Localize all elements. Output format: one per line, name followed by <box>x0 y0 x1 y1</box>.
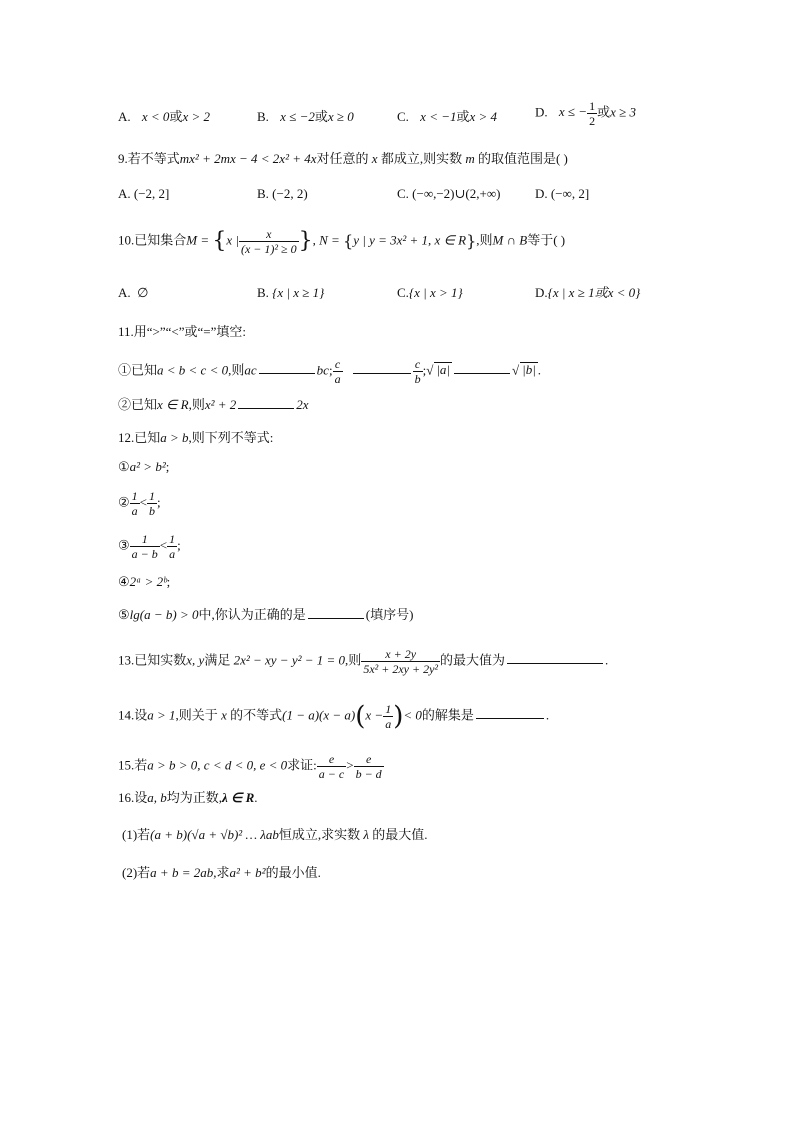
q11-p2-then: ,则 <box>188 397 205 412</box>
q16-vars: a, b <box>147 790 167 805</box>
option-math: x < 0 <box>141 109 170 124</box>
option-or: 或 <box>597 104 611 120</box>
answer-blank[interactable] <box>259 372 315 374</box>
q9-mid: 对任意的 <box>316 151 369 166</box>
q14-mid: ,则关于 <box>175 707 218 723</box>
q16-stem <box>118 791 258 804</box>
q16-p1-expr: (a + b)(√a + √b)² … λab <box>150 827 279 842</box>
sqrt-icon: √ <box>426 362 434 378</box>
q9-post: 的取值范围是( ) <box>477 151 568 166</box>
q14-cond: a > 1 <box>147 707 176 723</box>
q13-then: ,则 <box>345 652 362 668</box>
fraction <box>167 533 177 560</box>
frac-den: b <box>149 504 155 518</box>
option-label: A. <box>118 285 131 300</box>
q11-p2-rhs: 2x <box>296 397 309 412</box>
item-marker: ③ <box>118 537 130 553</box>
q8-option-b[interactable] <box>257 110 354 123</box>
option-math: x > 4 <box>469 109 498 124</box>
fraction <box>317 753 346 780</box>
q12-item-2 <box>118 490 161 517</box>
option-text: {x | x ≥ 1或x < 0} <box>547 285 641 300</box>
option-or: 或 <box>169 109 183 124</box>
item-op: < <box>159 537 168 553</box>
q10-M: M = <box>186 232 213 248</box>
q16-lam: λ ∈ R <box>222 790 255 805</box>
q12-cond: a > b <box>160 430 189 445</box>
answer-blank[interactable] <box>454 372 510 374</box>
option-math: x > 2 <box>182 109 210 124</box>
q12-item-4 <box>118 575 170 588</box>
item-end: ; <box>166 574 171 589</box>
frac-num: 1 <box>131 489 138 503</box>
item-end: (填序号) <box>365 607 414 622</box>
option-fraction <box>587 100 597 127</box>
q16-part1 <box>122 828 428 841</box>
q14-tail: < 0 <box>403 707 422 723</box>
q8-option-a[interactable] <box>118 110 210 123</box>
option-label: C. <box>397 285 409 300</box>
q12-title <box>118 431 273 444</box>
option-or: 或 <box>314 109 328 124</box>
q14-inner: x − <box>365 707 384 723</box>
q11-p1-semi: ; <box>328 362 333 378</box>
q15-cond: a > b > 0, c < d < 0, e < 0 <box>147 757 288 773</box>
q16-p1-var: λ <box>363 827 370 842</box>
frac-den: 2 <box>589 114 596 128</box>
q10-option-d[interactable] <box>535 286 640 299</box>
q9-expr: mx² + 2mx − 4 < 2x² + 4x <box>179 151 317 166</box>
frac-num: 1 <box>169 532 176 546</box>
q10-post: 等于( ) <box>527 232 566 248</box>
q13-eq: 2x² − xy − y² − 1 = 0 <box>233 652 346 668</box>
q10-option-a[interactable] <box>118 286 148 299</box>
q14-fraction <box>383 703 393 730</box>
question-number: 9. <box>118 151 128 166</box>
q10-option-c[interactable] <box>397 286 463 299</box>
q16-p2-post: 的最小值. <box>265 865 321 880</box>
fraction <box>147 490 157 517</box>
q15-pre: 15.若 <box>118 757 148 773</box>
q16-p2-pre: (2)若 <box>122 865 151 880</box>
frac-num: e <box>354 753 384 767</box>
frac-num: x <box>239 228 299 242</box>
item-marker: ① <box>118 459 130 474</box>
frac-den: a <box>385 717 392 731</box>
option-label: D. <box>535 186 548 201</box>
frac-den: a <box>131 504 138 518</box>
q10-MB: M ∩ B <box>492 232 528 248</box>
q11-p2-lhs: x² + 2 <box>204 397 237 412</box>
q9-option-b[interactable] <box>257 187 308 200</box>
q16-p1-mid: 恒成立,求实数 <box>278 827 361 842</box>
option-label: B. <box>257 285 269 300</box>
fraction-c-over-b <box>413 358 423 385</box>
sqrt-icon: √ <box>511 362 520 378</box>
frac-num: c <box>333 358 343 372</box>
q11-part1 <box>118 358 541 385</box>
answer-blank[interactable] <box>238 407 294 409</box>
option-text: (−∞, 2] <box>550 186 590 201</box>
q11-title: 11.用“>”“<”或“=”填空: <box>118 324 246 339</box>
q11-sqrt-a: |a| <box>436 362 450 378</box>
q11-p2-cond: x ∈ R <box>157 397 189 412</box>
q9-option-d[interactable] <box>535 187 589 200</box>
q16-p2-cond: a + b = 2ab <box>150 865 214 880</box>
option-text: (−2, 2] <box>133 186 170 201</box>
option-text: {x | x ≥ 1} <box>272 285 325 300</box>
frac-num: c <box>413 358 423 372</box>
frac-den: a <box>169 547 176 561</box>
option-label: B. <box>257 186 269 201</box>
item-marker: ④ <box>118 574 130 589</box>
q15-stem <box>118 753 384 780</box>
frac-num: 1 <box>385 702 392 716</box>
q10-pre: 已知集合 <box>134 232 187 248</box>
q10-mid: ,则 <box>476 232 493 248</box>
q10-option-b[interactable] <box>257 286 324 299</box>
q14-expr: (1 − a)(x − a) <box>282 707 356 723</box>
q16-mid: 均为正数, <box>166 790 223 805</box>
q16-end: . <box>254 790 258 805</box>
q9-var2: m <box>465 151 475 166</box>
frac-num: 1 <box>149 489 155 503</box>
q10-setx: x | <box>226 232 239 248</box>
q13-mid: 满足 <box>204 652 231 668</box>
q12-item-1 <box>118 460 169 473</box>
answer-blank[interactable] <box>507 662 603 664</box>
q16-pre: 16.设 <box>118 790 148 805</box>
q10-setN: y | y = 3x² + 1, x ∈ R <box>353 232 467 248</box>
item-math: a² > b² <box>129 459 166 474</box>
right-brace: } <box>298 228 313 254</box>
option-or: 或 <box>456 109 470 124</box>
q16-p2-mid: ,求 <box>213 865 230 880</box>
item-math: lg(a − b) > 0 <box>129 607 199 622</box>
frac-num: x + 2y <box>361 648 440 662</box>
item-marker: ⑤ <box>118 607 130 622</box>
fraction <box>130 533 160 560</box>
frac-den: a − b <box>131 547 158 561</box>
frac-num: e <box>317 753 346 767</box>
frac-den: b − d <box>355 767 382 781</box>
q11-part2 <box>118 398 309 411</box>
item-marker: ② <box>118 494 130 510</box>
item-end: ; <box>177 537 181 553</box>
q11-p1-end: . <box>537 362 542 378</box>
option-text: (−2, 2) <box>272 186 308 201</box>
q10-stem <box>118 228 565 255</box>
option-math: x < −1 <box>420 109 457 124</box>
q8-option-c[interactable] <box>397 110 497 123</box>
q9-pre: 若不等式 <box>127 151 180 166</box>
option-label: A. <box>118 109 131 124</box>
q10-fraction <box>239 228 299 255</box>
item-op: < <box>139 494 147 510</box>
item-text: 中,你认为正确的是 <box>198 607 306 622</box>
option-text: {x | x > 1} <box>408 285 463 300</box>
q10-N: , N = <box>312 232 344 248</box>
q13-pre: 13.已知实数 <box>118 652 187 668</box>
frac-den: a − c <box>318 767 345 781</box>
frac-den: (x − 1)² ≥ 0 <box>240 242 297 256</box>
option-label: A. <box>118 186 131 201</box>
q13-fraction <box>361 648 440 675</box>
q15-op: > <box>346 757 354 773</box>
answer-blank[interactable] <box>353 372 411 374</box>
option-label: C. <box>397 109 409 124</box>
q13-end: . <box>605 652 609 668</box>
option-math: x ≤ − <box>558 104 588 120</box>
q9-mid2: 都成立,则实数 <box>380 151 463 166</box>
q12-title-post: ,则下列不等式: <box>188 430 274 445</box>
option-label: C. <box>397 186 409 201</box>
item-math: 2ᵃ > 2ᵇ <box>129 574 167 589</box>
frac-den: b <box>414 372 421 386</box>
q16-p1-pre: (1)若 <box>122 827 151 842</box>
right-paren: ) <box>393 701 404 732</box>
option-math: x ≥ 0 <box>327 109 354 124</box>
q11-p1-cond: a < b < c < 0 <box>157 362 229 378</box>
option-text: ∅ <box>137 285 149 300</box>
option-label: D. <box>535 285 548 300</box>
q9-var: x <box>371 151 378 166</box>
q13-stem <box>118 648 608 675</box>
item-end: ; <box>165 459 170 474</box>
left-paren: ( <box>355 701 366 732</box>
option-math: x ≥ 3 <box>610 104 636 120</box>
q11-p1-pre: ①已知 <box>118 362 158 378</box>
q14-end: . <box>545 707 550 723</box>
q14-stem <box>118 703 549 730</box>
question-number: 10. <box>118 232 135 248</box>
q11-p1-then: ,则 <box>228 362 245 378</box>
option-label: D. <box>535 104 548 120</box>
q16-part2 <box>122 866 321 879</box>
q14-mid2: 的不等式 <box>230 707 283 723</box>
q8-option-d[interactable] <box>535 100 636 127</box>
frac-num: 1 <box>589 99 596 113</box>
q13-vars: x, y <box>186 652 205 668</box>
option-math: x ≤ −2 <box>280 109 315 124</box>
fraction-c-over-a <box>333 358 343 385</box>
q16-p2-expr: a² + b² <box>229 865 266 880</box>
frac-den: a <box>334 372 341 386</box>
frac-num: 1 <box>130 533 160 547</box>
frac-den: 5x² + 2xy + 2y² <box>363 662 439 676</box>
q9-stem <box>118 152 568 165</box>
q9-option-c[interactable] <box>397 187 500 200</box>
q12-item-3 <box>118 533 181 560</box>
q11-p2-pre: ②已知 <box>118 397 158 412</box>
q14-var: x <box>221 707 227 723</box>
fraction <box>130 490 140 517</box>
right-brace: } <box>466 231 477 251</box>
q11-p1-bc: bc <box>316 362 329 378</box>
option-text: (−∞,−2)∪(2,+∞) <box>412 186 501 201</box>
q14-post: 的解集是 <box>421 707 474 723</box>
item-end: ; <box>157 494 161 510</box>
left-brace: { <box>212 228 227 254</box>
answer-blank[interactable] <box>476 717 544 719</box>
fraction <box>354 753 384 780</box>
q12-title-pre: 12.已知 <box>118 430 161 445</box>
q11-sqrt-b: |b| <box>522 362 536 378</box>
q11-p1-semi2: ; <box>422 362 427 378</box>
answer-blank[interactable] <box>308 617 364 619</box>
q9-option-a[interactable] <box>118 187 169 200</box>
q12-item-5 <box>118 608 413 621</box>
q14-pre: 14.设 <box>118 707 148 723</box>
q16-p1-post: 的最大值. <box>372 827 428 842</box>
q15-mid: 求证: <box>287 757 317 773</box>
q13-post: 的最大值为 <box>440 652 506 668</box>
q11-p1-ac: ac <box>244 362 257 378</box>
option-label: B. <box>257 109 269 124</box>
left-brace: { <box>343 231 354 251</box>
